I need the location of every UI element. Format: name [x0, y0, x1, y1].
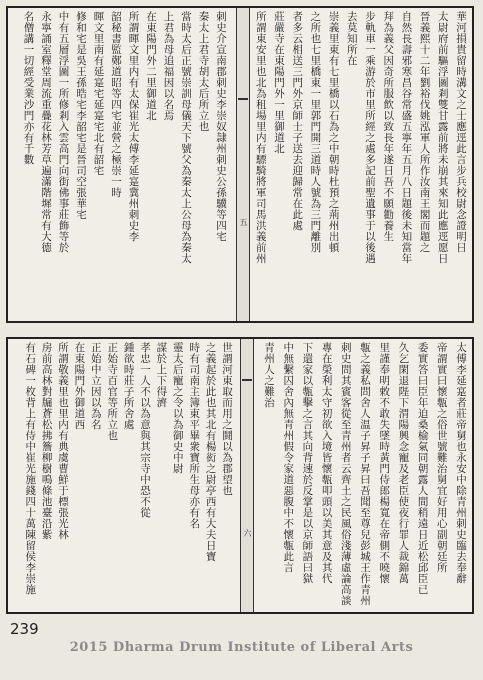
text-column: 專在榮利太守初欲入境皆懷甎叩頭以美其意及其代: [320, 342, 333, 584]
text-column: 時有司南主簿東平畢衆寶所生母亦有名: [188, 342, 201, 529]
text-column: 崇義里東有七里橋以石為之中朝時杜預之荊州出頓: [327, 11, 340, 253]
text-column: 秦太上君寺胡太后所立也: [197, 11, 210, 132]
text-column: 當時太后正號崇訓母儀天下號父為秦太上公母為秦太: [180, 11, 192, 264]
text-column: 久乞閑退陛下渭陽興念寵及老臣使夜行罪人裁錦萬: [397, 342, 410, 584]
text-column: 者多云相送三門外京師士子送去迎歸常在此處: [291, 11, 304, 231]
text-column: 中無繫囚舍內無青州假令家道惡腹中不懷甎此言: [282, 342, 295, 573]
text-column: 房前高林對牖蒼松拂簷柳樹鳴條池臺沿紫: [40, 342, 53, 540]
text-column: 華河損貴留時溝文之士應逕此言步兵校尉念證明日: [455, 11, 467, 253]
text-column: 謀於上下得濟: [155, 342, 168, 408]
text-column: 下還家以甎擊之言其向背速於反掌是以京師語曰獄: [301, 342, 314, 584]
text-column: 晉義熙十二年劉裕伐姚泓軍人所作汝南王閣而題之: [418, 11, 431, 253]
page-number: 239: [10, 620, 39, 638]
text-column: 步軌車一乘游於市里所經之處多記前聖遺事于以後遇: [364, 11, 376, 264]
text-column: 所謂敬義里也里内有典虞曹鮮于標張光林: [57, 342, 69, 540]
text-column: 去莫知所在: [345, 11, 358, 66]
text-column: 之所也七里橋東一里郭門開三道時人號為三門離別: [309, 11, 322, 253]
text-column: 中有五層浮圖一所修剎入雲高門向街佛事莊飾等於: [57, 11, 70, 253]
text-column: 所謂暉文里内有太保崔光太傅李延寔冀州刺史李: [127, 11, 140, 242]
text-column: 之義起於此也其北有楊衒之尉亭西有大夫日寶: [204, 342, 217, 562]
text-column: 太傅李延寔者莊帝舅也永安中除青州刺史臨去奉辭: [455, 342, 467, 584]
text-column: 韶秘書監鄭道昭等四宅並營之極崇一時: [110, 11, 122, 198]
text-column: 委實答曰臣年迫桑榆氣同朝露人間稍遠日近松邱臣已: [416, 342, 429, 595]
bottom-fold-margin: [240, 339, 254, 612]
bottom-text-panel: [6, 337, 474, 614]
text-column: 有石碑一枚背上有侍中崔光施錢四十萬陳留侯李崇施: [24, 342, 37, 595]
text-column: 正始中立因以為名: [89, 342, 102, 430]
text-column: 上君為母追福因以名焉: [162, 11, 175, 121]
top-text-panel: [6, 6, 474, 323]
text-column: 永寧誦室釋堂周流重疊花林芳草遍滿階墀常有大德: [40, 11, 52, 253]
text-column: 修和宅是吳王孫晧宅李韶宅是晉司空張華宅: [75, 11, 87, 220]
text-column: 名僧講一切經受業沙門亦有千數: [22, 11, 35, 165]
text-column: 帝謂實曰懷甎之俗世號難治舅宜好用心副朝廷所: [435, 342, 448, 573]
text-column: 刺史問其賓客從至青州者云齊土之民風俗淺薄虛論高談: [339, 342, 352, 606]
text-column: 刺史介宣南郡刺史李崇奴隷州刺史公孫驥等四宅: [215, 11, 227, 242]
fishtail-mark: [242, 379, 252, 387]
text-column: 在東陽門外二里御道北: [145, 11, 157, 121]
fishtail-mark: [238, 98, 248, 106]
text-column: 所謂東安里也北為租場里内有驃騎將軍司馬洪義前州: [254, 11, 267, 264]
text-column: 在東陽門外御道西: [73, 342, 86, 430]
text-column: 青州人之難治: [263, 342, 275, 408]
text-column: 莊嚴寺在東陽門外一里御道北: [273, 11, 285, 154]
text-column: 拜為義父因奇所服飲以致長年遂日吾不願勸養生: [382, 11, 395, 242]
top-fold-margin: [236, 8, 250, 321]
text-column: 孝忠一人不以為意與其宗寺中恐不從: [139, 342, 151, 518]
top-fold-page-number: 五: [239, 218, 248, 226]
text-column: 鍾欲時莊子所舍處: [122, 342, 135, 430]
text-column: 靈太后寵之令以為御史中尉: [171, 342, 184, 474]
watermark-text: 2015 Dharma Drum Institute of Liberal Arts: [69, 640, 414, 655]
text-column: 世謂河東取而用之鬪以為郡望也: [221, 342, 233, 496]
text-column: 太尉府前驅浮圖剎雙甘露前將未崩其來知此應逕愿日: [436, 11, 449, 264]
text-column: 自然長壽邪寒昌谷常盛五寧年五月八日題後未知當年: [400, 11, 413, 264]
text-column: 里謹奉明敕不敢失墜時黃門侍郎楊寬在帝側不曉懷: [378, 342, 391, 584]
text-column: 暉文里南有延寔宅延寔宅北有韶宅: [92, 11, 105, 176]
bottom-fold-page-number: 六: [243, 529, 252, 537]
text-column: 甎之義私問舍人温子昇子昇曰吾聞至尊兒彭城王作青州: [359, 342, 371, 606]
text-column: 正始寺百官等所立也: [106, 342, 119, 441]
